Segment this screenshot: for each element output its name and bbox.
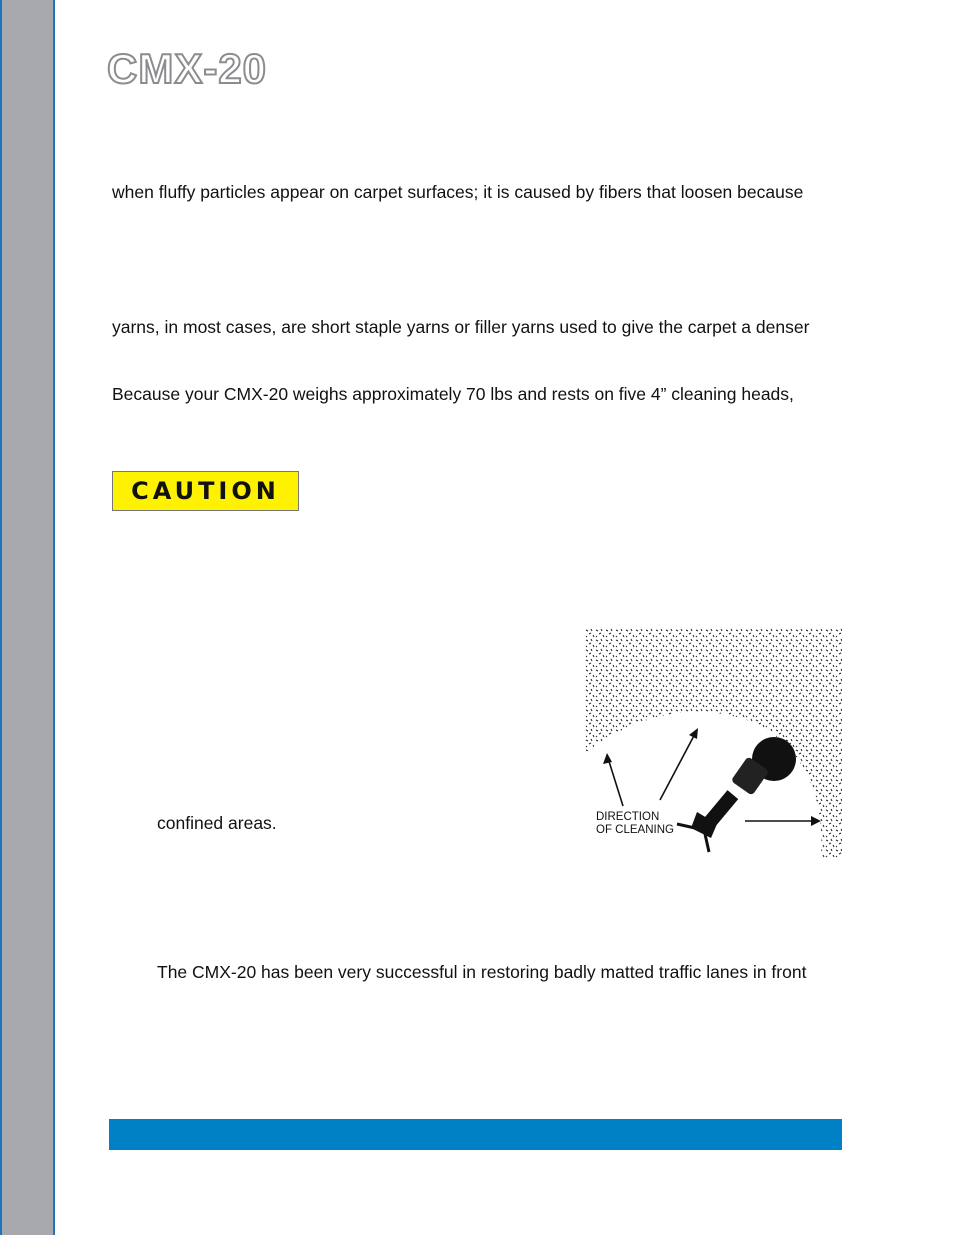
figure-caption-line-2: OF CLEANING	[596, 824, 674, 836]
arrow-middle	[660, 730, 697, 800]
arrow-left	[607, 755, 623, 806]
body-line-4: confined areas.	[157, 813, 277, 833]
left-sidebar-strip	[0, 0, 55, 1235]
body-line-5: The CMX-20 has been very successful in restoring badly matted traffic lanes in front	[157, 962, 807, 982]
document-title: CMX-20	[107, 45, 268, 92]
figure-caption	[596, 811, 674, 837]
body-line-3: Because your CMX-20 weighs approximately 70 lbs and rests on five 4” cleaning heads,	[112, 384, 794, 404]
body-line-1: when fluffy particles appear on carpet surfaces; it is caused by fibers that loosen because	[112, 182, 804, 202]
body-line-2: yarns, in most cases, are short staple yarns or filler yarns used to give the carpet a denser	[112, 317, 810, 337]
footer-bar	[109, 1119, 842, 1150]
caution-badge: CAUTION	[112, 471, 299, 511]
machine-drawing	[677, 737, 796, 852]
figure-caption-line-1: DIRECTION	[596, 811, 660, 823]
